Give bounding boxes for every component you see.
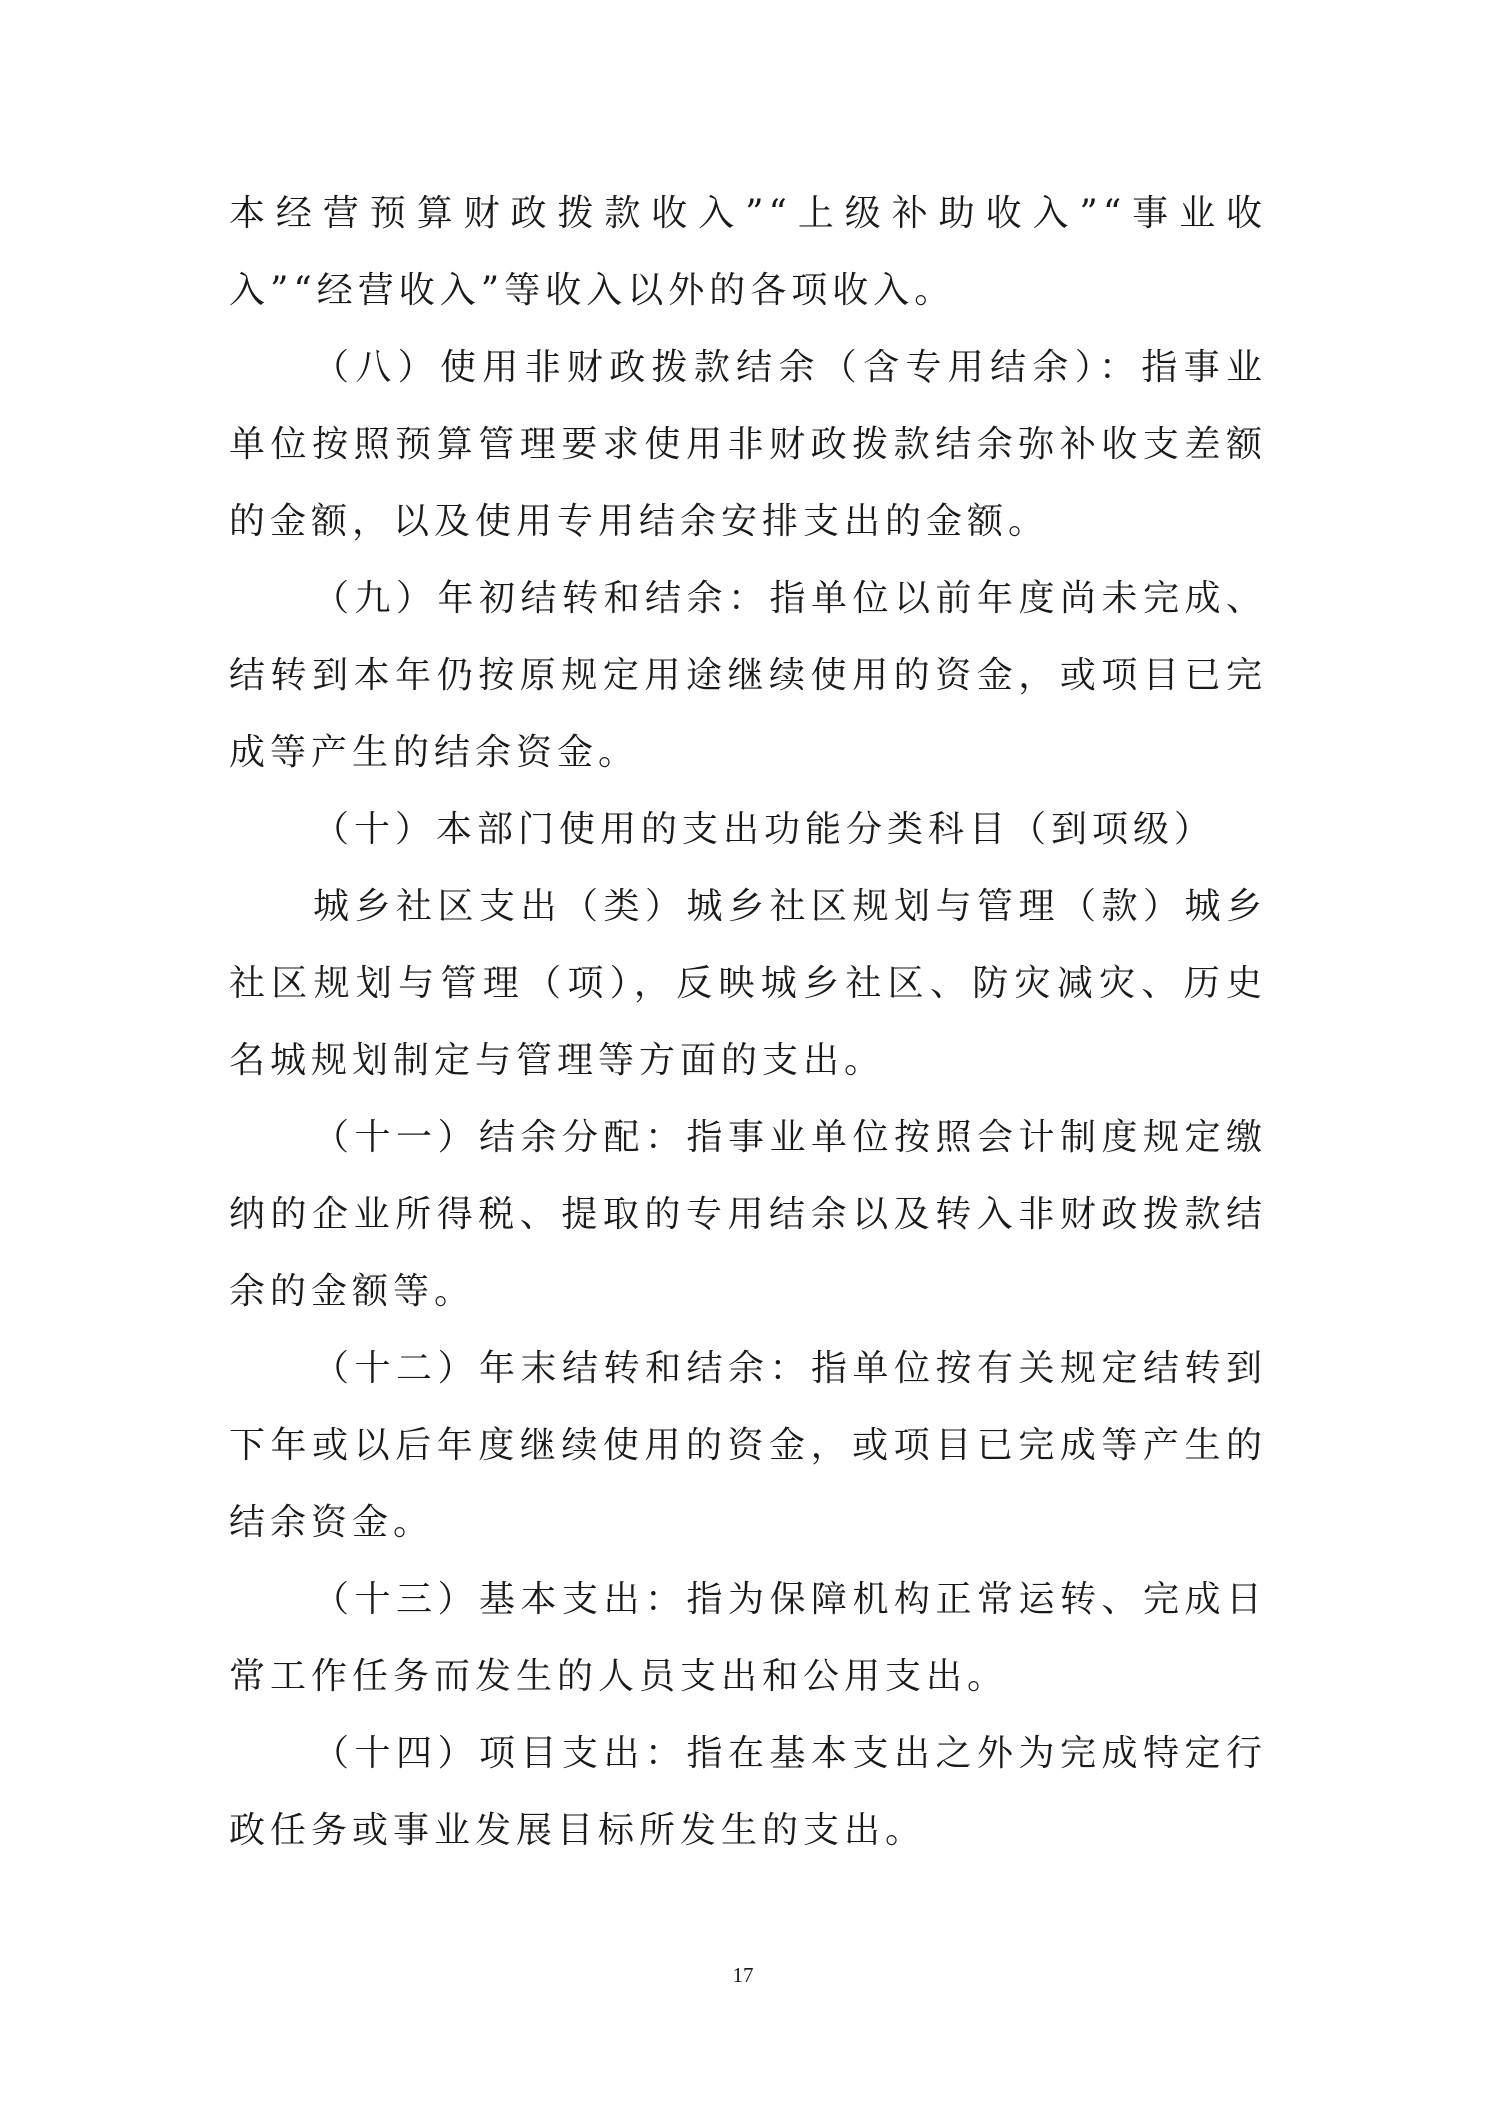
paragraph-item-8: （八）使用非财政拨款结余（含专用结余）：指事业单位按照预算管理要求使用非财政拨款结余弥补收支差额的金额，以及使用专用结余安排支出的金额。 [229,347,1267,542]
paragraph-item-11: （十一）结余分配：指事业单位按照会计制度规定缴纳的企业所得税、提取的专用结余以及转入非财政拨款结余的金额等。 [229,1117,1267,1312]
paragraph-continuation: 本经营预算财政拨款收入”“上级补助收入”“事业收入”“经营收入”等收入以外的各项收入。 [229,193,1267,311]
paragraph-item-14: （十四）项目支出：指在基本支出之外为完成特定行政任务或事业发展目标所发生的支出。 [229,1733,1267,1851]
paragraph-item-10: （十）本部门使用的支出功能分类科目（到项级） [313,809,1216,850]
page-number: 17 [732,1963,754,1987]
paragraph-item-13: （十三）基本支出：指为保障机构正常运转、完成日常工作任务而发生的人员支出和公用支出。 [229,1579,1267,1697]
paragraph-item-10-detail: 城乡社区支出（类）城乡社区规划与管理（款）城乡社区规划与管理（项），反映城乡社区、防灾减灾、历史名城规划制定与管理等方面的支出。 [229,886,1267,1081]
body-text [229,175,1267,1869]
paragraph-item-12: （十二）年末结转和结余：指单位按有关规定结转到下年或以后年度继续使用的资金，或项目已完成等产生的结余资金。 [229,1348,1267,1543]
paragraph-item-9: （九）年初结转和结余：指单位以前年度尚未完成、结转到本年仍按原规定用途继续使用的资金，或项目已完成等产生的结余资金。 [229,578,1267,773]
